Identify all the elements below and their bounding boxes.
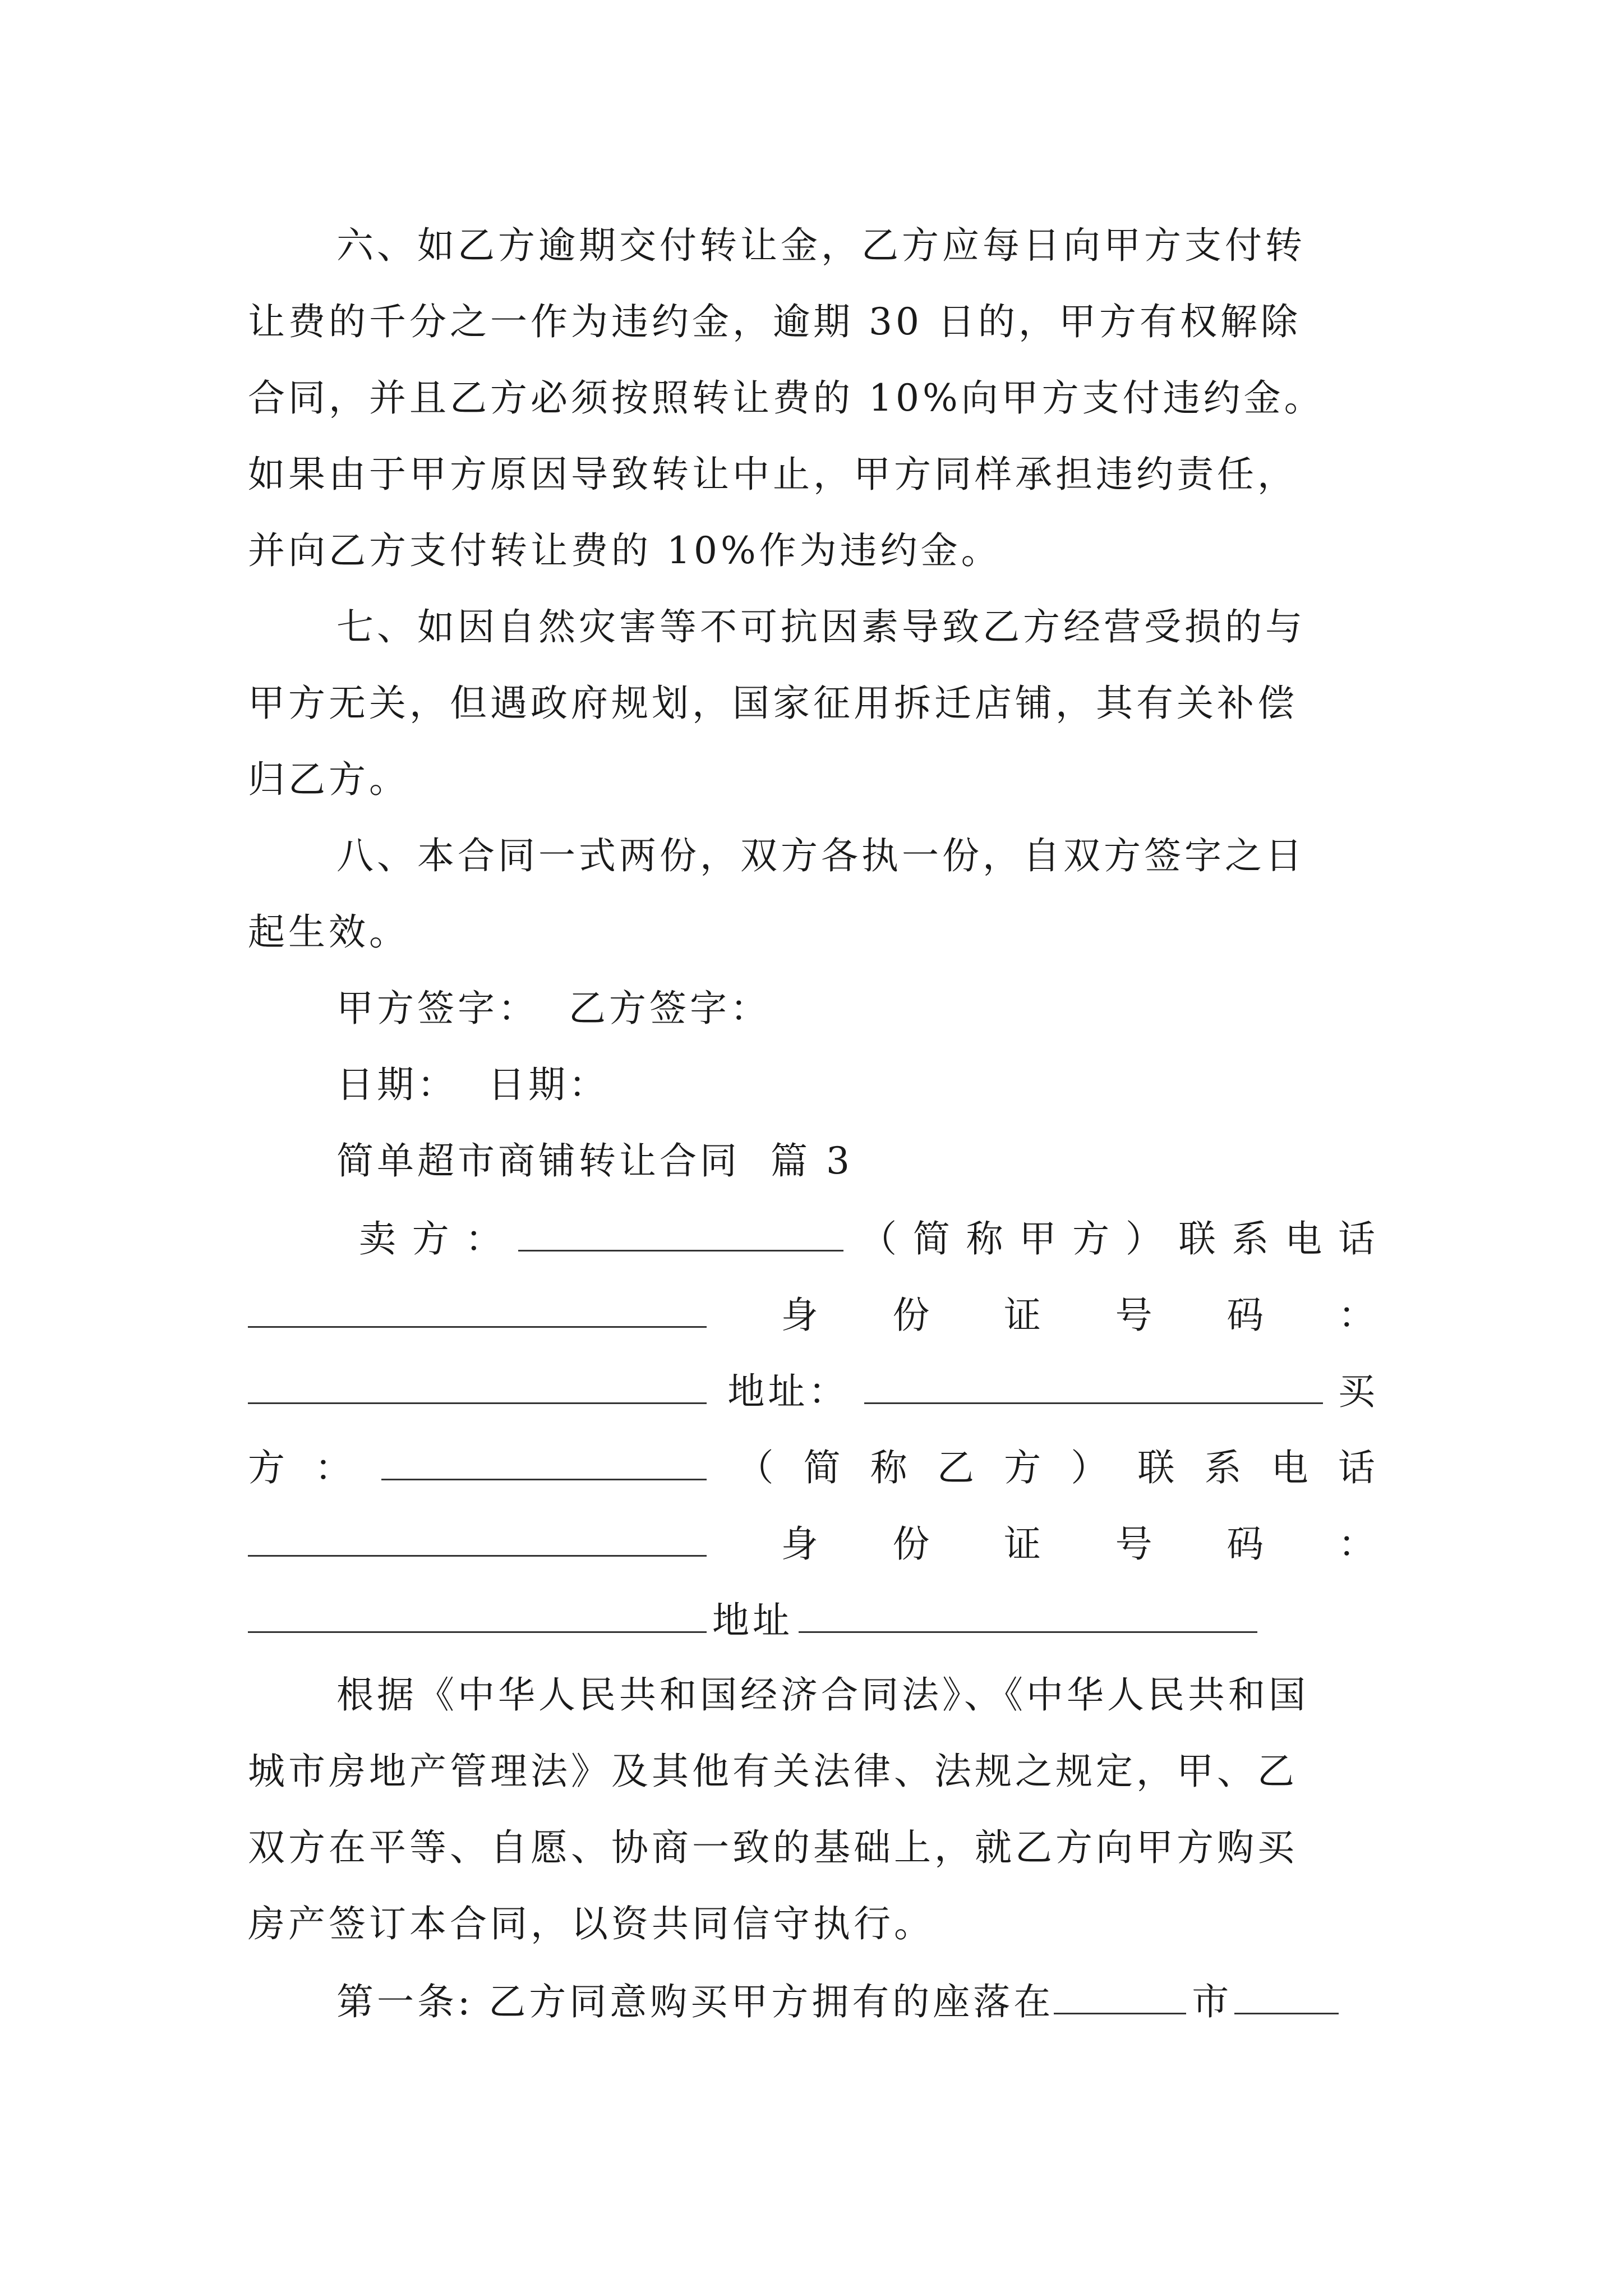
buyer-phone-char: 话: [1338, 1446, 1375, 1489]
seller-address-label: 地址：: [727, 1370, 849, 1413]
buyer-id-char: 身: [781, 1522, 818, 1566]
buyer-id-char: 证: [1003, 1522, 1041, 1566]
clause-6-line-4: 如果由于甲方原因导致转让中止，甲方同样承担违约责任，: [248, 453, 1298, 496]
clause-7-line-3: 归乙方。: [248, 758, 409, 801]
seller-label-char: 卖: [359, 1217, 396, 1260]
seller-address-field[interactable]: [864, 1368, 1323, 1404]
seller-id-char: 份: [892, 1294, 930, 1337]
seller-line-2: [248, 1291, 1375, 1336]
seller-note-char: 甲: [1019, 1217, 1057, 1260]
preamble-line-2: 城市房地产管理法》及其他有关法律、法规之规定，甲、乙: [248, 1750, 1298, 1793]
seller-id-char: ：: [1338, 1294, 1375, 1337]
buyer-label-char: 方: [248, 1446, 285, 1489]
clause-7-line-2: 甲方无关，但遇政府规划，国家征用拆迁店铺，其有关补偿: [248, 682, 1298, 725]
article-1-line: [336, 1978, 1375, 2023]
article-1-district-field[interactable]: [1234, 1978, 1339, 2014]
seller-note-char: 简: [912, 1217, 950, 1260]
seller-phone-char: 联: [1178, 1217, 1216, 1260]
buyer-note-char: 称: [870, 1446, 907, 1489]
preamble-line-4: 房产签订本合同，以资共同信守执行。: [248, 1902, 934, 1945]
article-1-city-field[interactable]: [1054, 1978, 1186, 2014]
clause-6-line-1: 六、如乙方逾期交付转让金，乙方应每日向甲方支付转: [336, 224, 1306, 267]
seller-note-char: ）: [1125, 1217, 1163, 1260]
buyer-label-start: 买: [1338, 1370, 1375, 1413]
seller-phone-field[interactable]: [248, 1291, 707, 1328]
seller-phone-char: 话: [1338, 1217, 1375, 1260]
section-title: 简单超市商铺转让合同 篇 3: [336, 1139, 853, 1182]
article-1-city-label: 市: [1192, 1980, 1229, 2023]
preamble-line-1: 根据《中华人民共和国经济合同法》、《中华人民共和国: [336, 1673, 1309, 1717]
seller-line-3: [248, 1368, 1375, 1412]
clause-7-line-1: 七、如因自然灾害等不可抗因素导致乙方经营受损的与: [336, 605, 1306, 648]
buyer-phone-char: 联: [1137, 1446, 1175, 1489]
buyer-phone-char: 电: [1271, 1446, 1308, 1489]
seller-id-char: 身: [781, 1294, 818, 1337]
seller-phone-char: 系: [1232, 1217, 1269, 1260]
buyer-label-char: ：: [315, 1446, 352, 1489]
buyer-note-char: ）: [1071, 1446, 1108, 1489]
buyer-line-3: [248, 1596, 1375, 1641]
clause-8-line-2: 起生效。: [248, 910, 409, 954]
seller-label-char: ：: [465, 1217, 502, 1260]
buyer-id-field[interactable]: [248, 1596, 707, 1633]
buyer-id-char: 份: [892, 1522, 930, 1566]
buyer-name-field[interactable]: [381, 1444, 707, 1480]
clause-6-line-3: 合同，并且乙方必须按照转让费的 10%向甲方支付违约金。: [248, 376, 1325, 420]
buyer-line-1: [248, 1444, 1375, 1489]
seller-phone-char: 电: [1285, 1217, 1322, 1260]
article-1-text: 第一条: 乙方同意购买甲方拥有的座落在: [336, 1980, 1054, 2023]
seller-id-char: 证: [1003, 1294, 1041, 1337]
buyer-phone-field[interactable]: [248, 1520, 707, 1557]
seller-note-char: 方: [1072, 1217, 1110, 1260]
seller-id-char: 号: [1115, 1294, 1152, 1337]
clause-6-line-5: 并向乙方支付转让费的 10%作为违约金。: [248, 529, 1002, 572]
buyer-address-label: 地址: [712, 1599, 793, 1642]
seller-name-field[interactable]: [518, 1215, 843, 1251]
buyer-id-char: 号: [1115, 1522, 1152, 1566]
seller-id-field[interactable]: [248, 1368, 707, 1404]
seller-line-1: [359, 1215, 1375, 1260]
clause-8-line-1: 八、本合同一式两份，双方各执一份，自双方签字之日: [336, 834, 1306, 877]
preamble-line-3: 双方在平等、自愿、协商一致的基础上，就乙方向甲方购买: [248, 1826, 1298, 1869]
clause-6-line-2: 让费的千分之一作为违约金，逾期 30 日的，甲方有权解除: [248, 300, 1301, 343]
seller-id-char: 码: [1227, 1294, 1264, 1337]
buyer-id-char: 码: [1227, 1522, 1264, 1566]
buyer-note-char: 简: [803, 1446, 841, 1489]
seller-note-char: 称: [966, 1217, 1003, 1260]
buyer-id-char: ：: [1338, 1522, 1375, 1566]
buyer-note-char: 乙: [937, 1446, 974, 1489]
buyer-note-char: （: [736, 1446, 774, 1489]
buyer-note-char: 方: [1004, 1446, 1041, 1489]
buyer-line-2: [248, 1520, 1375, 1565]
buyer-phone-char: 系: [1204, 1446, 1242, 1489]
date-line: 日期： 日期：: [336, 1063, 609, 1106]
signature-line: 甲方签字： 乙方签字：: [336, 987, 771, 1030]
seller-label-char: 方: [412, 1217, 449, 1260]
seller-note-char: （: [860, 1217, 897, 1260]
buyer-address-field[interactable]: [799, 1596, 1257, 1633]
